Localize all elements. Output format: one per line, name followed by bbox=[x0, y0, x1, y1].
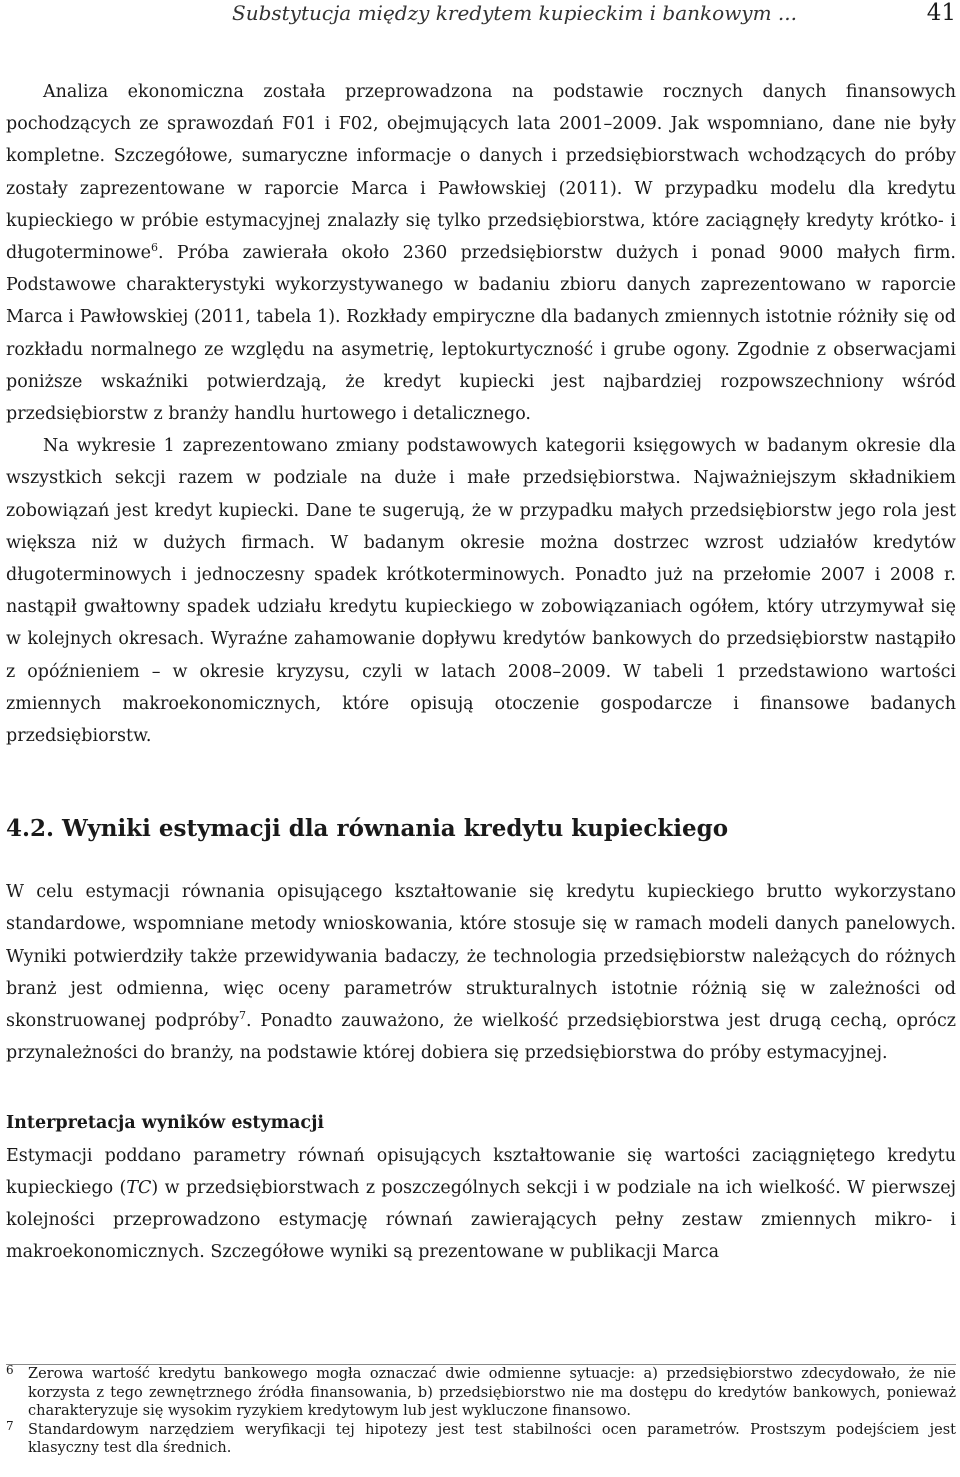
footnotes bbox=[6, 1364, 956, 1458]
page-number: 41 bbox=[926, 0, 956, 26]
body-text bbox=[6, 76, 956, 1269]
footnote-ref-6[interactable]: 6 bbox=[150, 241, 158, 255]
paragraph-2-text: Na wykresie 1 zaprezentowano zmiany podstawowych kategorii księgowych w badanym okresie dla wszystkich sekcji razem w podziale na duże i małe przedsiębiorstwa. Najważniejszym składnikiem zobowiązań jest kredyt kupiecki. Dane te sugerują, że w przypadku małych przedsiębiorstw jego rola jest większa niż w dużych firmach. W badanym okresie można dostrzec wzrost udziałów kredytów długoterminowych i jednoczesny spadek krótkoterminowych. Ponadto już na przełomie 2007 i 2008 r. nastąpił gwałtowny spadek udziału kredytu kupieckiego w zobowiązaniach ogółem, który utrzymywał się w kolejnych okresach. Wyraźne zahamowanie dopływu kredytów bankowych do przedsiębiorstw nastąpiło z opóźnieniem – w okresie kryzysu, czyli w latach 2008–2009. W tabeli 1 przedstawiono wartości zmiennych makroekonomicznych, które opisują otoczenie gospodarcze i finansowe badanych przedsiębiorstw. bbox=[6, 436, 956, 747]
section-paragraph-text-cont: . Ponadto zauważono, że wielkość przedsiębiorstwa jest drugą cechą, oprócz przynależności do branży, na podstawie której dobiera się przedsiębiorstwa do próby estymacyjnej. bbox=[6, 1011, 956, 1064]
footnote-7 bbox=[6, 1418, 956, 1458]
footnote-ref-7[interactable]: 7 bbox=[239, 1009, 246, 1023]
subsection-text: Estymacji poddano parametry równań opisujących kształtowanie się wartości zaciągniętego kredytu kupieckiego ( bbox=[6, 1145, 956, 1198]
running-title: Substytucja między kredytem kupieckim i bankowym ... bbox=[232, 1, 797, 25]
paragraph-1 bbox=[6, 76, 956, 430]
paragraph-1-text: Analiza ekonomiczna została przeprowadzona na podstawie rocznych danych finansowych pochodzących ze sprawozdań F01 i F02, obejmujących lata 2001–2009. Jak wspomniano, dane nie były kompletne. Szczegółowe, sumaryczne informacje o danych i przedsiębiorstwach wchodzących do próby zostały zaprezentowane w raporcie Marca i Pawłowskiej (2011). W przypadku modelu dla kredytu kupieckiego w próbie estymacyjnej znalazły się tylko przedsiębiorstwa, które zaciągnęły kredyty krótko- i długoterminowe bbox=[6, 82, 956, 264]
paragraph-1-text-cont: . Próba zawierała około 2360 przedsiębiorstw dużych i ponad 9000 małych firm. Podstawowe charakterystyki wykorzystywanego w badaniu zbioru danych zaprezentowano w raporcie Marca i Pawłowskiej (2011, tabela 1). Rozkłady empiryczne dla badanych zmiennych istotnie różniły się od rozkładu normalnego ze względu na asymetrię, leptokurtyczność i grube ogony. Zgodnie z obserwacjami poniższe wskaźniki potwierdzają, że kredyt kupiecki jest najbardziej rozpowszechniony wśród przedsiębiorstw z branży handlu hurtowego i detalicznego. bbox=[6, 243, 956, 425]
paragraph-2 bbox=[6, 430, 956, 752]
footnote-text: Standardowym narzędziem weryfikacji tej hipotezy jest test stabilności ocen parametrów. Prostszym podejściem jest klasyczny test dla średnich. bbox=[28, 1421, 956, 1457]
footnote-text: Zerowa wartość kredytu bankowego mogła oznaczać dwie odmienne sytuacje: a) przedsiębiorstwo zdecydowało, że nie korzysta z tego zewnętrznego źródła finansowania, b) przedsiębiorstwo nie ma dostępu do kredytów bankowych, ponieważ charakteryzuje się wysokim ryzykiem kredytowym lub jest wykluczone finansowo. bbox=[28, 1366, 956, 1420]
footnote-6 bbox=[6, 1365, 956, 1421]
tc-symbol: TC bbox=[126, 1177, 152, 1198]
subsection-paragraph bbox=[6, 1140, 956, 1269]
footnote-mark: 6 bbox=[6, 1363, 14, 1377]
running-header bbox=[6, 0, 956, 30]
section-paragraph bbox=[6, 876, 956, 1069]
footnote-mark: 7 bbox=[6, 1418, 14, 1433]
subsection-text-cont: ) w przedsiębiorstwach z poszczególnych sekcji i w podziale na ich wielkość. W pierwszej kolejności przeprowadzono estymację równań zawierających pełny zestaw zmiennych mikro- i makroekonomicznych. Szczegółowe wyniki są prezentowane w publikacji Marca bbox=[6, 1177, 956, 1263]
section-paragraph-text: W celu estymacji równania opisującego kształtowanie się kredytu kupieckiego brutto wykorzystano standardowe, wspomniane metody wnioskowania, które stosuje się w ramach modeli danych panelowych. Wyniki potwierdziły także przewidywania badaczy, że technologia przedsiębiorstw należących do różnych branż jest odmienna, więc oceny parametrów strukturalnych istotnie różnią się w zależności od skonstruowanej podpróby bbox=[6, 882, 956, 1032]
subsection-heading: Interpretacja wyników estymacji bbox=[6, 1113, 325, 1134]
section-heading: 4.2. Wyniki estymacji dla równania kredytu kupieckiego bbox=[6, 815, 729, 843]
